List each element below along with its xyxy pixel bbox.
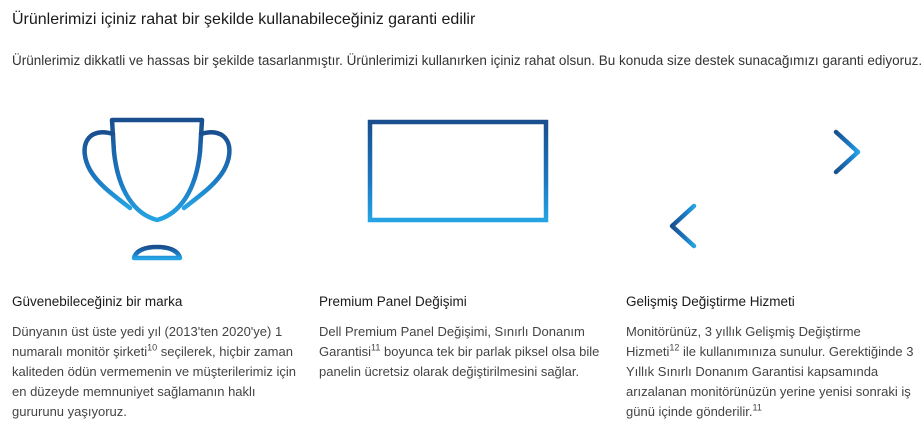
feature-description <box>12 322 302 422</box>
feature-title: Premium Panel Değişimi <box>319 294 467 309</box>
feature-premium-panel <box>319 293 609 382</box>
footnote-ref: 10 <box>147 342 158 353</box>
exchange-arrows-icon <box>662 128 868 256</box>
feature-description-text: seçilerek, hiçbir zaman kaliteden ödün vermemenin ve müşterilerimiz için en düzeyde memnuniyet sağlamanın haklı gururunu yaşıyoruz. <box>12 344 296 419</box>
feature-description-text: ile kullanımınıza sunulur. Gerektiğinde 3 Yıllık Sınırlı Donanım Garantisi kapsamında arızalanan monitörünüzün yerine yenisi sonraki iş günü içinde gönderilir. <box>626 344 914 419</box>
trophy-icon <box>72 112 242 264</box>
feature-title: Gelişmiş Değiştirme Hizmeti <box>626 294 795 309</box>
footnote-ref: 12 <box>669 342 680 353</box>
footnote-ref: 11 <box>371 342 381 353</box>
feature-description-text: Monitörünüz, 3 yıllık Gelişmiş Değiştirme Hizmeti <box>626 324 861 359</box>
feature-description <box>319 322 609 382</box>
footnote-ref: 11 <box>752 402 762 413</box>
monitor-icon <box>366 118 550 262</box>
feature-title: Güvenebileceğiniz bir marka <box>12 294 183 309</box>
feature-description-text: Dünyanın üst üste yedi yıl (2013'ten 2020'ye) 1 numaralı monitör şirketi <box>12 324 283 359</box>
feature-advanced-exchange <box>626 293 916 422</box>
feature-description-text: Dell Premium Panel Değişimi, Sınırlı Donanım Garantisi <box>319 324 585 359</box>
feature-description-text: boyunca tek bir parlak piksel olsa bile panelin ücretsiz olarak değiştirilmesini sağlar. <box>319 344 600 379</box>
section-intro: Ürünlerimiz dikkatli ve hassas bir şekilde tasarlanmıştır. Ürünlerimizi kullanırken içiniz rahat olsun. Bu konuda size destek sunacağımızı garanti ediyoruz. <box>12 53 923 68</box>
section-heading: Ürünlerimizi içiniz rahat bir şekilde kullanabileceğiniz garanti edilir <box>12 11 476 28</box>
feature-description <box>626 322 916 422</box>
feature-brand-trust <box>12 293 302 422</box>
